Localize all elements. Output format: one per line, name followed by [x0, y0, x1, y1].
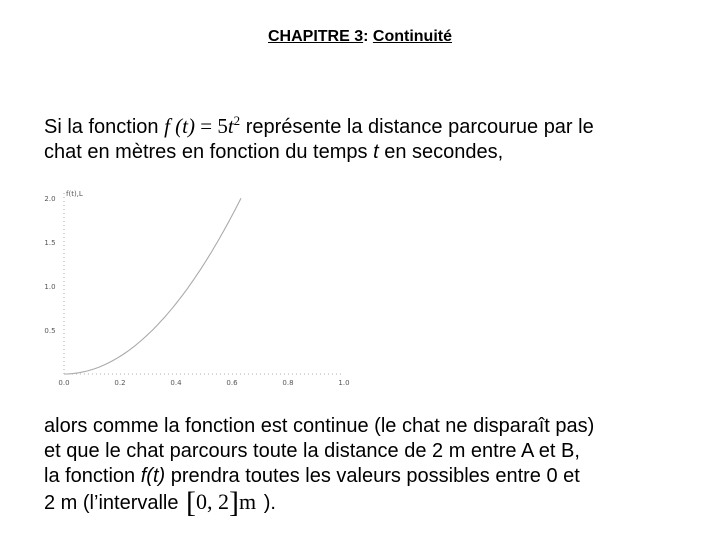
x-tick-label: 0.2 — [114, 379, 126, 387]
conclusion-line-1: alors comme la fonction est continue (le chat ne disparaît pas) — [44, 415, 595, 437]
intro-line2-var: t — [373, 141, 379, 163]
formula-var: t — [227, 114, 234, 138]
intro-text-end: représente la distance parcourue par le — [240, 116, 594, 138]
intro-text-start: Si la fonction — [44, 116, 165, 138]
formula-exponent: 2 — [233, 113, 241, 128]
conclusion-line-4a: 2 m (l’intervalle — [44, 492, 185, 514]
conclusion-line-3b: prendra toutes les valeurs possibles entre 0 et — [165, 465, 580, 487]
y-axis-label: f(t),L — [66, 190, 83, 198]
interval-close-bracket: ] — [229, 486, 240, 519]
y-tick-label: 2.0 — [44, 195, 56, 203]
intro-line2-a: chat en mètres en fonction du temps — [44, 141, 374, 163]
chapter-topic: Continuité — [372, 28, 452, 45]
interval — [184, 486, 258, 519]
intro-paragraph — [44, 108, 714, 165]
y-tick-label: 1.5 — [44, 239, 56, 247]
x-tick-label: 0.4 — [170, 379, 182, 387]
y-tick-label: 1.0 — [44, 283, 56, 291]
y-tick-label: 0.5 — [44, 327, 56, 335]
interval-open-bracket: [ — [186, 486, 197, 519]
page-title — [0, 28, 720, 46]
intro-line2-b: en secondes, — [378, 141, 504, 163]
x-tick-label: 0.0 — [58, 379, 70, 387]
conclusion-function: f(t) — [140, 465, 166, 487]
x-tick-label: 1.0 — [338, 379, 350, 387]
formula-lhs: f (t) — [164, 114, 195, 138]
x-tick-label: 0.8 — [282, 379, 294, 387]
function-curve — [64, 198, 241, 374]
formula-eq: = 5 — [194, 114, 228, 138]
interval-values: 0, 2 — [196, 489, 230, 514]
title-separator: : — [363, 28, 373, 45]
x-tick-label: 0.6 — [226, 379, 238, 387]
formula — [164, 114, 240, 138]
conclusion-paragraph — [44, 414, 714, 519]
conclusion-line-2: et que le chat parcours toute la distance de 2 m entre A et B, — [44, 440, 580, 462]
interval-unit: m — [239, 489, 257, 514]
chapter-label: CHAPITRE 3 — [268, 28, 364, 45]
conclusion-line-4b: ). — [258, 492, 276, 514]
distance-chart — [36, 172, 366, 392]
conclusion-line-3a: la fonction — [44, 465, 141, 487]
